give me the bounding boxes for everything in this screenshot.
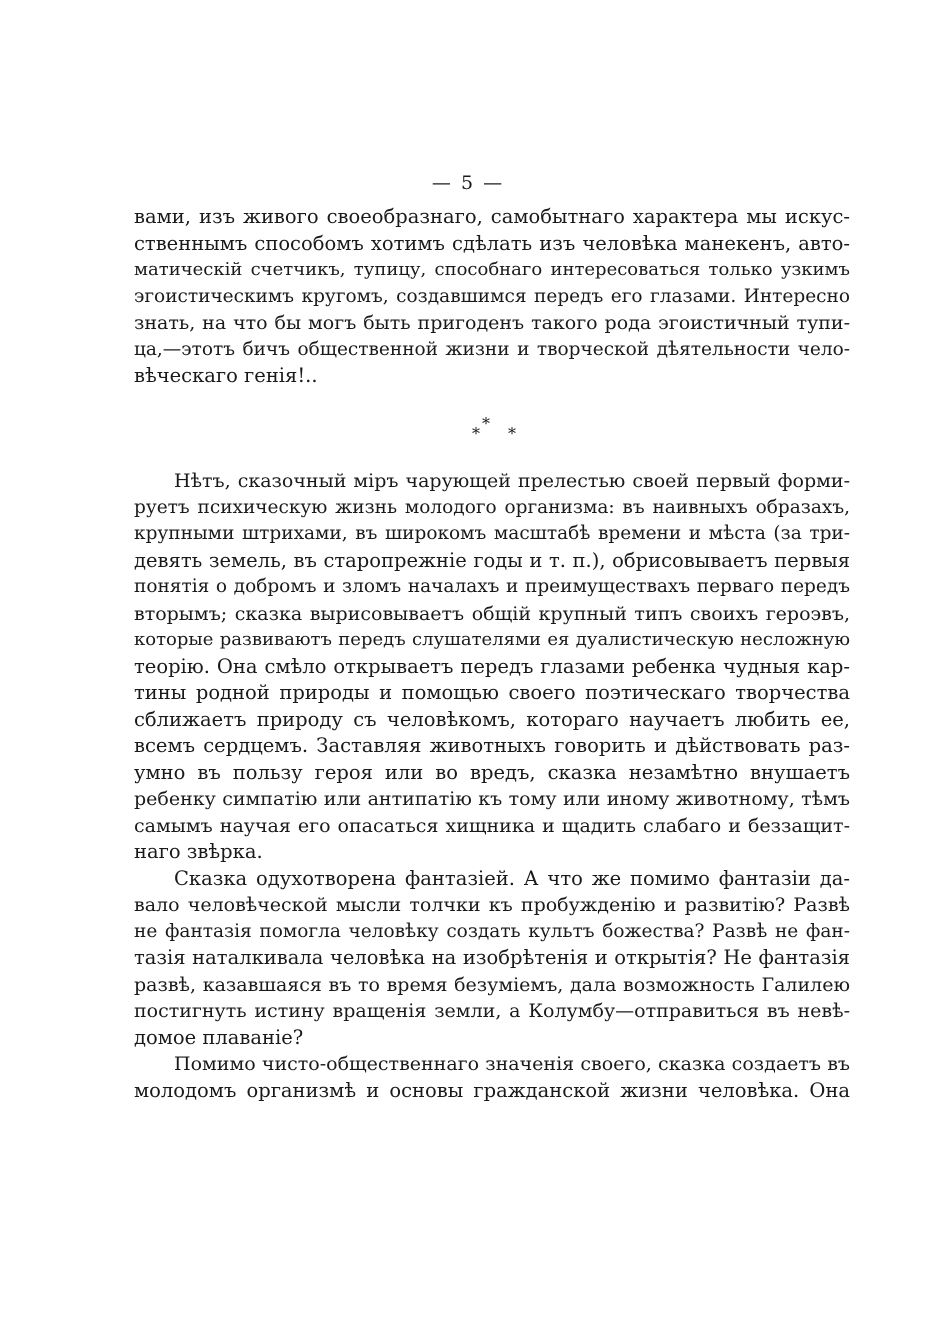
text-line: вами, изъ живого своеобразнаго, самобытнаго характера мы искус- <box>134 205 850 228</box>
text-line: знать, на что бы могъ быть пригоденъ такого рода эгоистичный тупи- <box>134 312 850 334</box>
body-text <box>134 468 850 1104</box>
asterisk: * <box>508 424 516 443</box>
text-line: девять земель, въ старопрежніе годы и т. п.), обрисовываетъ первыя <box>134 548 850 572</box>
text-line: теорію. Она смѣло открываетъ передъ глазами ребенка чудныя кар- <box>134 654 850 678</box>
text-line: которые развиваютъ передъ слушателями ея дуалистическую несложную <box>134 629 850 650</box>
text-line: тазія наталкивала человѣка на изобрѣтенія и открытія? Не фантазія <box>134 946 850 969</box>
text-line: ребенку симпатію или антипатію къ тому или иному животному, тѣмъ <box>134 788 850 810</box>
text-line: умно въ пользу героя или во вредъ, сказка незамѣтно внушаетъ <box>134 760 850 784</box>
text-line: ственнымъ способомъ хотимъ сдѣлать изъ человѣка манекенъ, авто- <box>134 231 850 255</box>
text-line: наго звѣрка. <box>134 840 263 863</box>
text-line: Нѣтъ, сказочный міръ чарующей прелестью своей первый форми- <box>174 470 850 492</box>
text-line: не фантазія помогла человѣку создать культъ божества? Развѣ не фан- <box>134 920 850 942</box>
text-line: руетъ психическую жизнь молодого организма: въ наивныхъ образахъ, <box>134 496 850 518</box>
text-line: вѣческаго генія!.. <box>134 364 318 387</box>
text-line: вторымъ; сказка вырисовываетъ общій крупный типъ своихъ героэвъ, <box>134 602 850 625</box>
text-line: тины родной природы и помощью своего поэтическаго творчества <box>134 681 850 704</box>
text-line: крупными штрихами, въ широкомъ масштабѣ времени и мѣста (за три- <box>134 523 850 544</box>
paragraph-4 <box>134 1051 850 1104</box>
text-line: Помимо чисто-общественнаго значенія своего, сказка создаетъ въ <box>174 1053 850 1075</box>
text-line: самымъ научая его опасаться хищника и щадить слабаго и беззащит- <box>134 814 850 837</box>
asterisk: * <box>482 414 490 433</box>
asterisk: * <box>472 424 480 443</box>
text-line: эгоистическимъ кругомъ, создавшимся передъ его глазами. Интересно <box>134 285 850 307</box>
text-line: вало человѣческой мысли толчки къ пробужденію и развитію? Развѣ <box>134 894 850 916</box>
text-line: домое плаваніе? <box>134 1025 304 1049</box>
paragraph-1 <box>134 204 850 390</box>
text-line: Сказка одухотворена фантазіей. А что же помимо фантазіи да- <box>174 866 850 890</box>
paragraph-3 <box>134 866 850 1052</box>
text-line: всемъ сердцемъ. Заставляя животныхъ говорить и дѣйствовать раз- <box>134 734 850 757</box>
text-line: матическій счетчикъ, тупицу, способнаго интересоваться только узкимъ <box>134 259 850 280</box>
text-line: молодомъ организмѣ и основы гражданской жизни человѣка. Она <box>134 1078 850 1102</box>
paragraph-2 <box>134 468 850 866</box>
text-line: сближаетъ природу съ человѣкомъ, котораго научаетъ любить ее, <box>134 707 850 731</box>
asterism-divider <box>464 414 524 444</box>
text-line: понятія о добромъ и зломъ началахъ и преимуществахъ перваго передъ <box>134 576 850 597</box>
text-line: постигнуть истину вращенія земли, а Колумбу—отправиться въ невѣ- <box>134 1000 850 1022</box>
text-line: развѣ, казавшаяся въ то время безуміемъ, дала возможность Галилею <box>134 973 850 996</box>
page-number: — 5 — <box>431 172 505 194</box>
text-line: ца,—этотъ бичъ общественной жизни и творческой дѣятельности чело- <box>134 338 850 360</box>
